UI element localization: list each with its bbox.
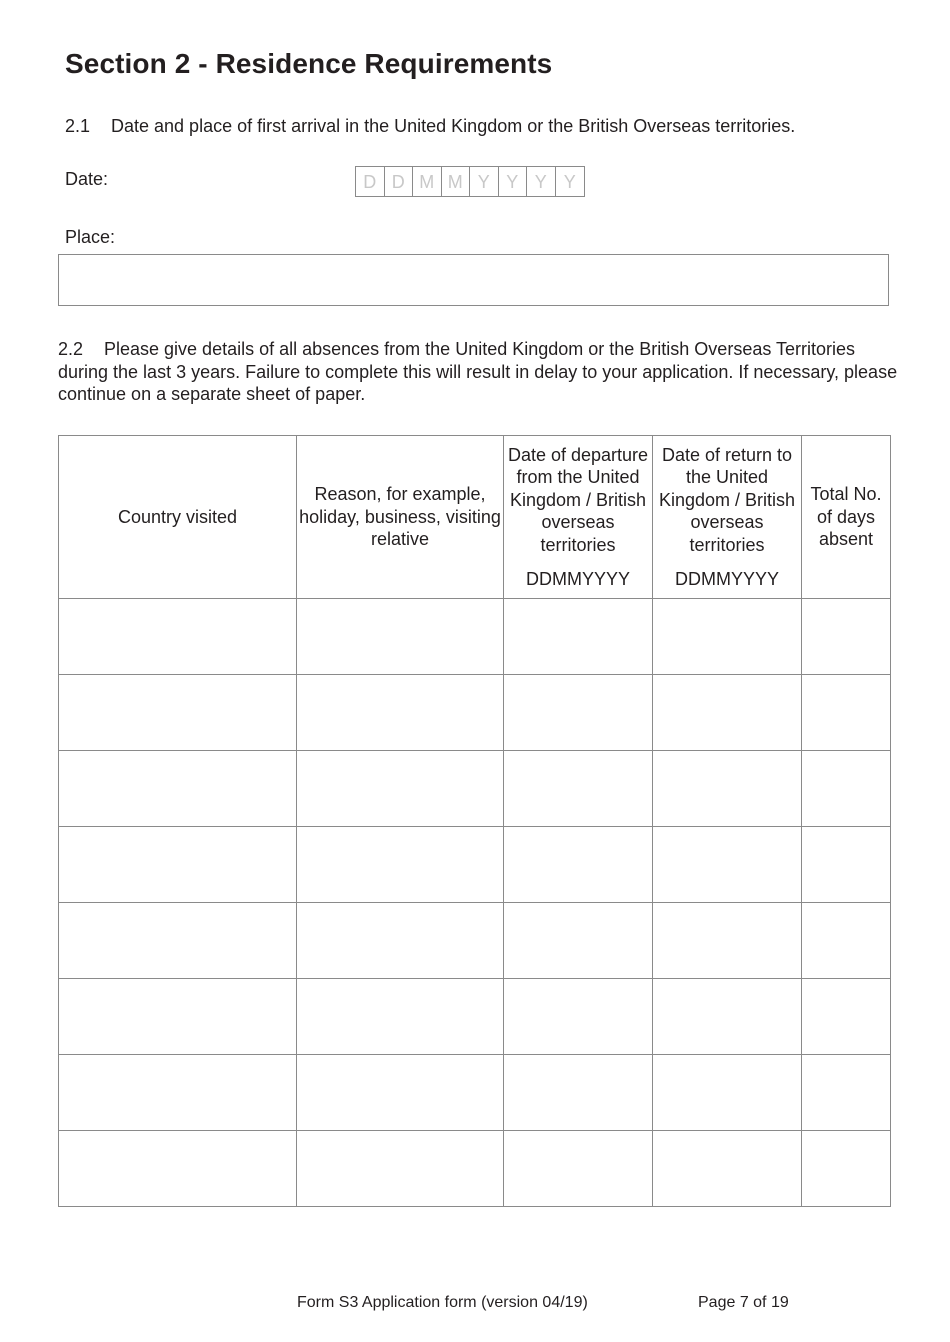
reason-cell[interactable]	[297, 903, 504, 979]
question-number: 2.2	[58, 339, 84, 359]
days-absent-cell[interactable]	[802, 903, 891, 979]
date-digit-box[interactable]: Y	[527, 167, 556, 196]
question-text: Date and place of first arrival in the United Kingdom or the British Overseas territories.	[111, 116, 796, 136]
table-row	[59, 1055, 891, 1131]
return-date-cell[interactable]	[653, 903, 802, 979]
departure-date-cell[interactable]	[504, 599, 653, 675]
departure-date-cell[interactable]	[504, 1131, 653, 1207]
header-return-label: Date of return to the United Kingdom / British overseas territories	[658, 444, 796, 555]
reason-cell[interactable]	[297, 599, 504, 675]
date-digit-box[interactable]: Y	[499, 167, 528, 196]
table-row	[59, 979, 891, 1055]
country-cell[interactable]	[59, 599, 297, 675]
header-departure-label: Date of departure from the United Kingdom / British overseas territories	[507, 444, 649, 555]
date-digit-box[interactable]: Y	[470, 167, 499, 196]
country-cell[interactable]	[59, 979, 297, 1055]
header-country-visited: Country visited	[59, 436, 297, 599]
country-cell[interactable]	[59, 751, 297, 827]
return-date-cell[interactable]	[653, 599, 802, 675]
table-row	[59, 1131, 891, 1207]
table-row	[59, 827, 891, 903]
return-date-cell[interactable]	[653, 751, 802, 827]
days-absent-cell[interactable]	[802, 827, 891, 903]
days-absent-cell[interactable]	[802, 979, 891, 1055]
days-absent-cell[interactable]	[802, 675, 891, 751]
footer-form-name: Form S3 Application form (version 04/19)	[297, 1294, 588, 1311]
table-row	[59, 903, 891, 979]
absences-table	[58, 435, 891, 1207]
table-row	[59, 675, 891, 751]
days-absent-cell[interactable]	[802, 751, 891, 827]
question-text: Please give details of all absences from the United Kingdom or the British Overseas Territories during the last 3 years. Failure to complete this will result in delay to your application. If necessary, please continue on a separate sheet of paper.	[58, 339, 898, 404]
country-cell[interactable]	[59, 1131, 297, 1207]
reason-cell[interactable]	[297, 979, 504, 1055]
date-label: Date:	[65, 169, 109, 189]
departure-date-cell[interactable]	[504, 979, 653, 1055]
header-reason: Reason, for example, holiday, business, visiting relative	[297, 436, 504, 599]
departure-date-cell[interactable]	[504, 675, 653, 751]
date-digit-box[interactable]: M	[442, 167, 471, 196]
date-digit-box[interactable]: Y	[563, 172, 576, 192]
country-cell[interactable]	[59, 827, 297, 903]
header-departure-date	[504, 436, 653, 599]
days-absent-cell[interactable]	[802, 1055, 891, 1131]
question-number: 2.1	[65, 116, 91, 136]
question-2-2	[58, 338, 898, 406]
header-days-absent: Total No. of days absent	[802, 436, 891, 599]
return-date-cell[interactable]	[653, 675, 802, 751]
return-date-cell[interactable]	[653, 1055, 802, 1131]
table-row	[59, 751, 891, 827]
table-row	[59, 599, 891, 675]
country-cell[interactable]	[59, 675, 297, 751]
return-date-cell[interactable]	[653, 827, 802, 903]
return-date-cell[interactable]	[653, 979, 802, 1055]
place-input[interactable]	[58, 254, 889, 306]
arrival-date-input[interactable]	[355, 166, 585, 197]
reason-cell[interactable]	[297, 1055, 504, 1131]
reason-cell[interactable]	[297, 827, 504, 903]
header-return-date	[653, 436, 802, 599]
section-title: Section 2 - Residence Requirements	[65, 48, 553, 79]
date-digit-box[interactable]: D	[356, 167, 385, 196]
reason-cell[interactable]	[297, 675, 504, 751]
country-cell[interactable]	[59, 903, 297, 979]
date-format-hint: DDMMYYYY	[525, 569, 630, 589]
date-digit-box[interactable]: D	[385, 167, 414, 196]
departure-date-cell[interactable]	[504, 1055, 653, 1131]
date-format-hint: DDMMYYYY	[674, 569, 779, 589]
days-absent-cell[interactable]	[802, 1131, 891, 1207]
departure-date-cell[interactable]	[504, 827, 653, 903]
place-label: Place:	[65, 227, 116, 247]
reason-cell[interactable]	[297, 1131, 504, 1207]
return-date-cell[interactable]	[653, 1131, 802, 1207]
date-digit-box[interactable]: M	[413, 167, 442, 196]
question-2-1	[65, 116, 795, 137]
departure-date-cell[interactable]	[504, 903, 653, 979]
days-absent-cell[interactable]	[802, 599, 891, 675]
reason-cell[interactable]	[297, 751, 504, 827]
footer-page-number: Page 7 of 19	[698, 1294, 789, 1311]
departure-date-cell[interactable]	[504, 751, 653, 827]
table-header-row	[59, 436, 891, 599]
country-cell[interactable]	[59, 1055, 297, 1131]
